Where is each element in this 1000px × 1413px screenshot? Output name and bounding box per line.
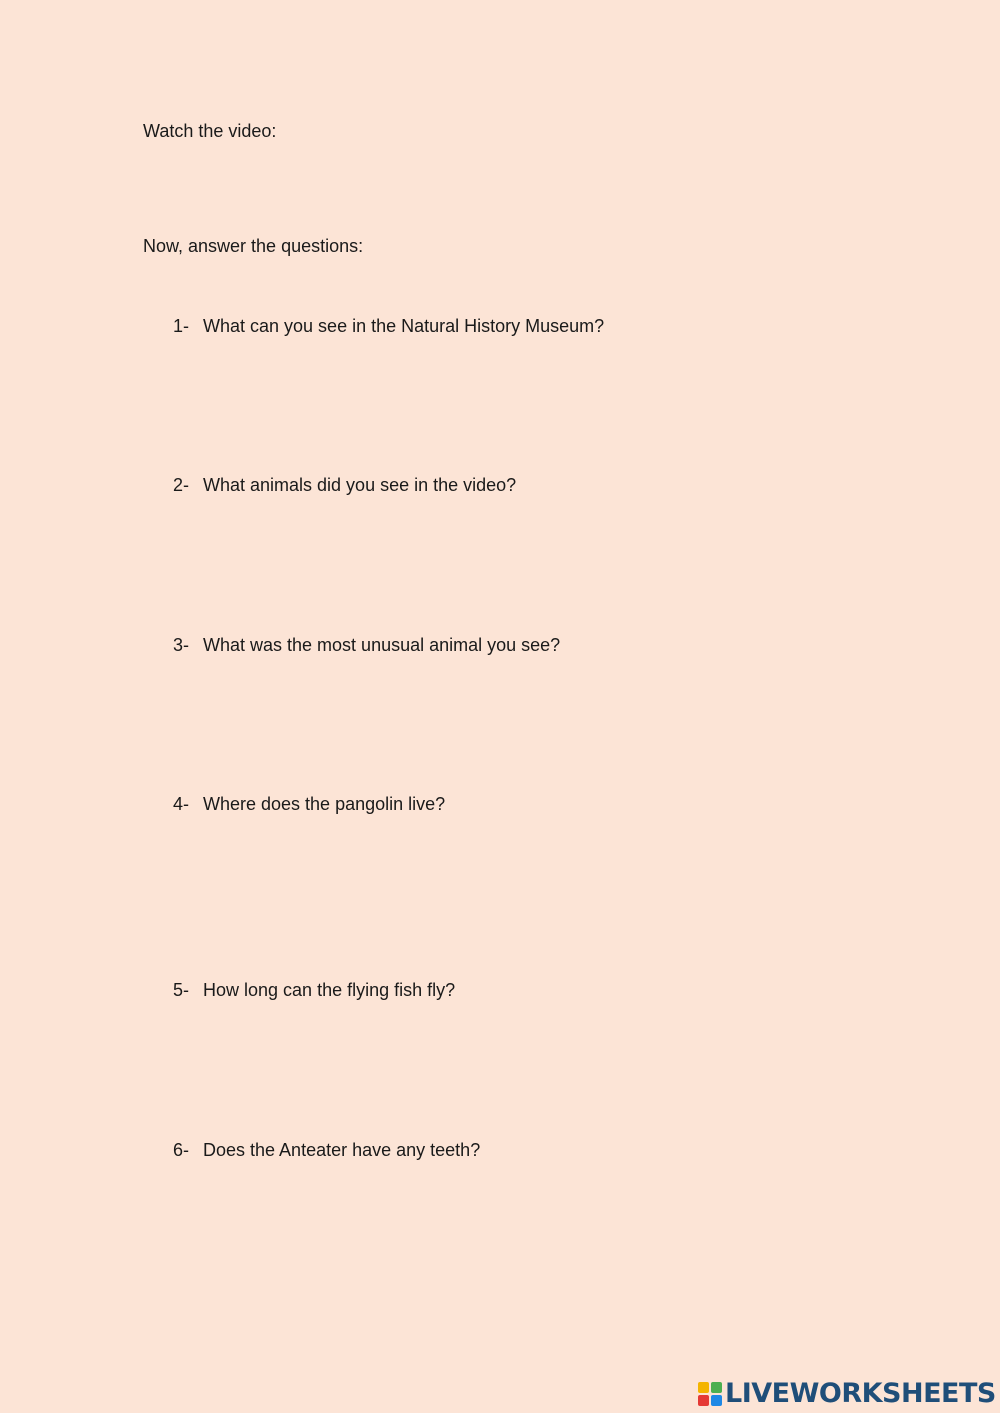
question-text: Where does the pangolin live?	[203, 794, 446, 814]
question-number: 5-	[173, 980, 190, 1000]
liveworksheets-logo-icon	[698, 1382, 722, 1406]
question-5	[173, 979, 455, 1001]
question-2	[173, 474, 516, 496]
question-number: 4-	[173, 794, 190, 814]
question-number: 2-	[173, 475, 190, 495]
question-4	[173, 793, 445, 815]
question-text: Does the Anteater have any teeth?	[203, 1140, 481, 1160]
question-text: What animals did you see in the video?	[203, 475, 517, 495]
answer-questions-instruction: Now, answer the questions:	[143, 236, 364, 256]
question-number: 1-	[173, 316, 190, 336]
question-text: What was the most unusual animal you see?	[203, 635, 561, 655]
question-number: 6-	[173, 1140, 190, 1160]
liveworksheets-brand	[698, 1378, 996, 1410]
liveworksheets-wordmark: LIVEWORKSHEETS	[725, 1378, 996, 1409]
question-1	[173, 315, 604, 337]
watch-video-instruction: Watch the video:	[143, 121, 277, 141]
question-6	[173, 1139, 480, 1161]
question-text: How long can the flying fish fly?	[203, 980, 456, 1000]
question-3	[173, 634, 560, 656]
question-text: What can you see in the Natural History Museum?	[203, 316, 605, 336]
question-number: 3-	[173, 635, 190, 655]
